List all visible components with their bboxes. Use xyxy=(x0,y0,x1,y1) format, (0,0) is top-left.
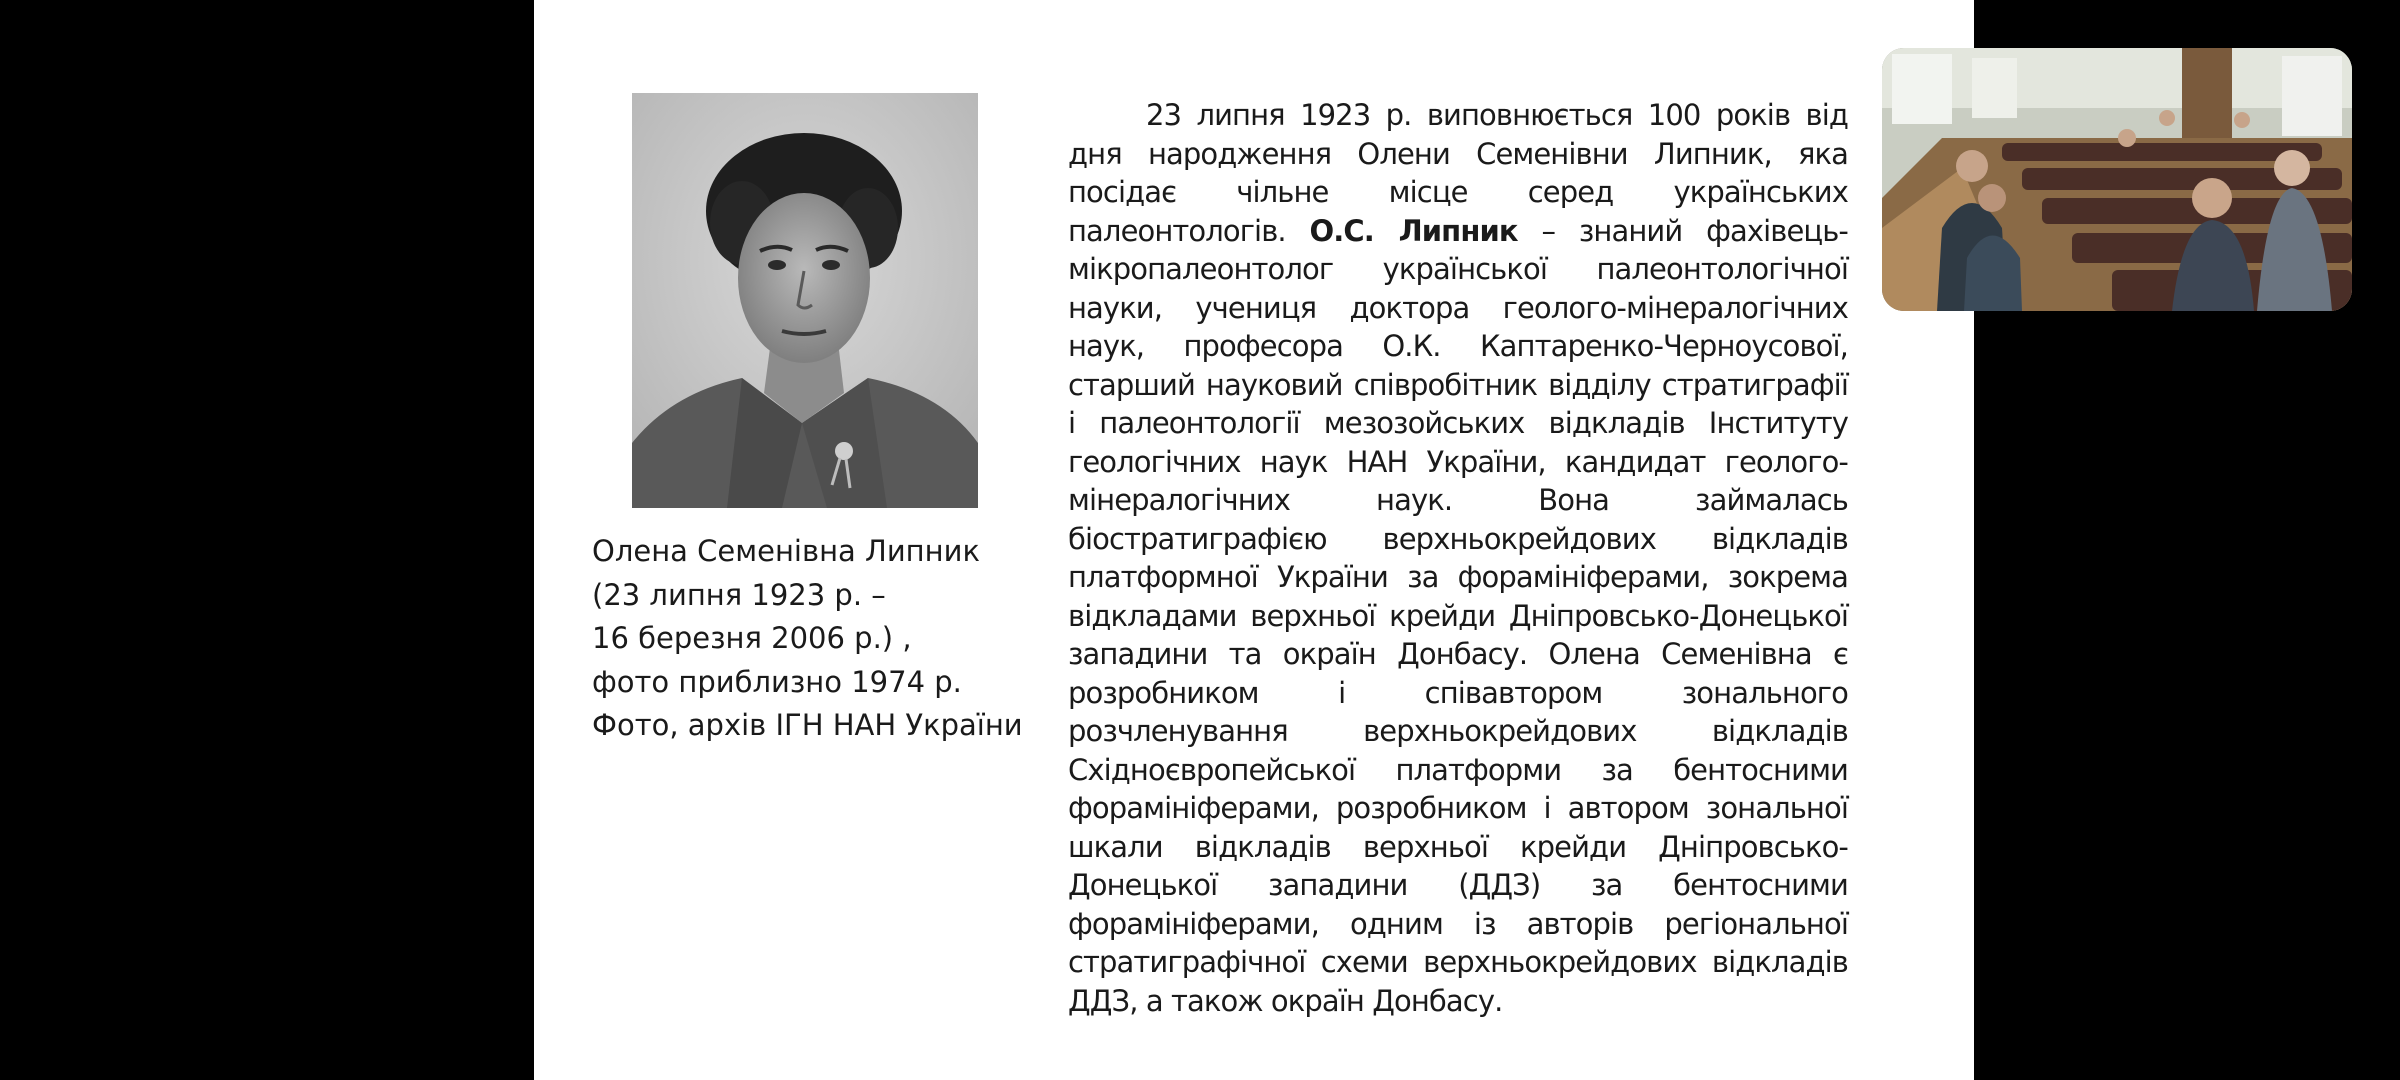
caption-line: 16 березня 2006 р.) , xyxy=(592,621,912,655)
photo-caption xyxy=(592,530,1023,748)
caption-line: Олена Семенівна Липник xyxy=(592,534,980,568)
caption-line: (23 липня 1923 р. – xyxy=(592,577,886,612)
bio-intro: 23 липня 1923 р. виповнюється 100 років від дня народження Олени Семенівни Липник, яка посідає чільне місце серед українських палеонтологів. xyxy=(1068,98,1848,248)
video-frame xyxy=(1882,48,2352,311)
caption-line: Фото, архів ІГН НАН України xyxy=(592,708,1023,742)
bio-name-bold: О.С. Липник xyxy=(1309,213,1518,248)
caption-line: фото приблизно 1974 р. xyxy=(592,664,962,699)
biography-text xyxy=(1068,96,1848,1020)
portrait-photo xyxy=(632,93,978,508)
presentation-slide xyxy=(534,0,1974,1080)
portrait-image xyxy=(632,93,978,508)
bio-body: – знаний фахівець-мікропалеонтолог української палеонтологічної науки, учениця доктора геолого-мінералогічних наук, професора О.К. Каптаренко-Черноусової, старший науковий співробітник відділу стратиграфії і палеонтології мезозойських відкладів Інституту геологічних наук НАН України, кандидат геолого-мінералогічних наук. Вона займалась біостратиграфією верхньокрейдових відкладів платформної України за форамініферами, зокрема відкладами верхньої крейди Дніпровсько-Донецької западини та окраїн Донбасу. Олена Семенівна є розробником і співавтором зонального розчленування верхньокрейдових відкладів Східноєвропейської платформи за бентосними форамініферами, розробником і автором зональної шкали відкладів верхньої крейди Дніпровсько-Донецької западини (ДДЗ) за бентосними форамініферами, одним із авторів регіональної стратиграфічної схеми верхньокрейдових відкладів ДДЗ, а також окраїн Донбасу. xyxy=(1068,213,1848,1018)
participants-video-overlay[interactable] xyxy=(1882,48,2352,311)
